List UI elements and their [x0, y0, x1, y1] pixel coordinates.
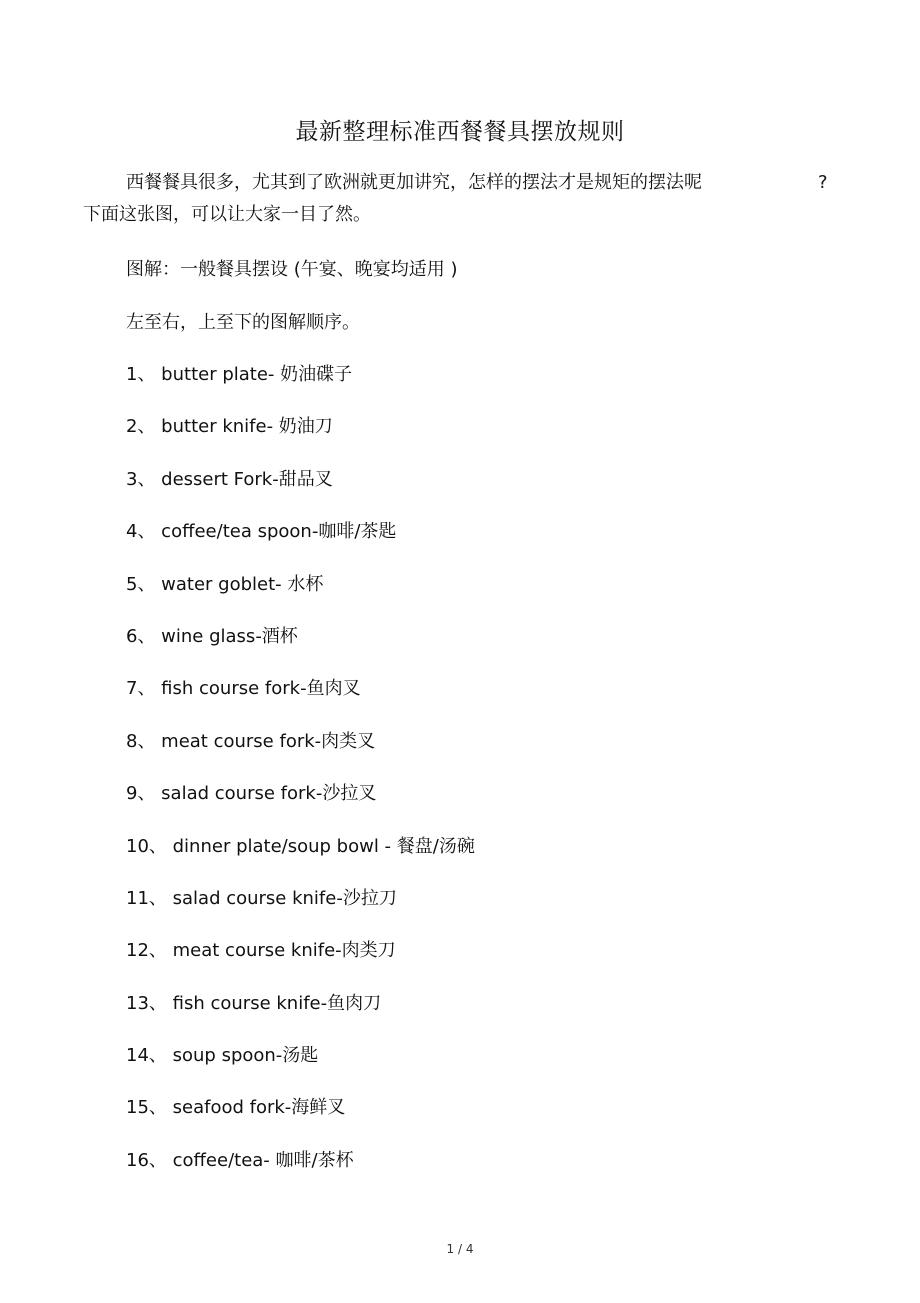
intro-text-line-1: 西餐餐具很多，尤其到了欧洲就更加讲究，怎样的摆法才是规矩的摆法呢: [126, 172, 702, 193]
list-item: 10、 dinner plate/soup bowl - 餐盘/汤碗: [126, 835, 475, 857]
list-item: 15、 seafood fork-海鲜叉: [126, 1097, 346, 1119]
intro-text-line-2: 下面这张图，可以让大家一目了然。: [83, 204, 371, 225]
list-item: 16、 coffee/tea- 咖啡/茶杯: [126, 1149, 354, 1171]
list-item: 13、 fish course knife-鱼肉刀: [126, 992, 382, 1014]
order-note: 左至右，上至下的图解顺序。: [126, 312, 360, 333]
list-item: 1、 butter plate- 奶油碟子: [126, 364, 353, 385]
list-item: 6、 wine glass-酒杯: [126, 625, 298, 647]
list-item: 4、 coffee/tea spoon-咖啡/茶匙: [126, 521, 397, 543]
diagram-caption: 图解：一般餐具摆设 (午宴、晚宴均适用 ): [126, 259, 458, 280]
list-item: 5、 water goblet- 水杯: [126, 573, 324, 595]
list-item: 7、 fish course fork-鱼肉叉: [126, 678, 361, 700]
list-item: 9、 salad course fork-沙拉叉: [126, 783, 377, 805]
intro-question-mark: ?: [818, 172, 828, 193]
list-item: 14、 soup spoon-汤匙: [126, 1045, 319, 1067]
list-item: 2、 butter knife- 奶油刀: [126, 416, 333, 438]
list-item: 12、 meat course knife-肉类刀: [126, 940, 396, 962]
page-number: 1 / 4: [446, 1242, 474, 1256]
list-item: 3、 dessert Fork-甜品叉: [126, 468, 333, 490]
tableware-list: [126, 362, 475, 1200]
list-item: 11、 salad course knife-沙拉刀: [126, 887, 397, 909]
page-title: 最新整理标准西餐餐具摆放规则: [295, 119, 625, 145]
list-item: 8、 meat course fork-肉类叉: [126, 730, 376, 752]
